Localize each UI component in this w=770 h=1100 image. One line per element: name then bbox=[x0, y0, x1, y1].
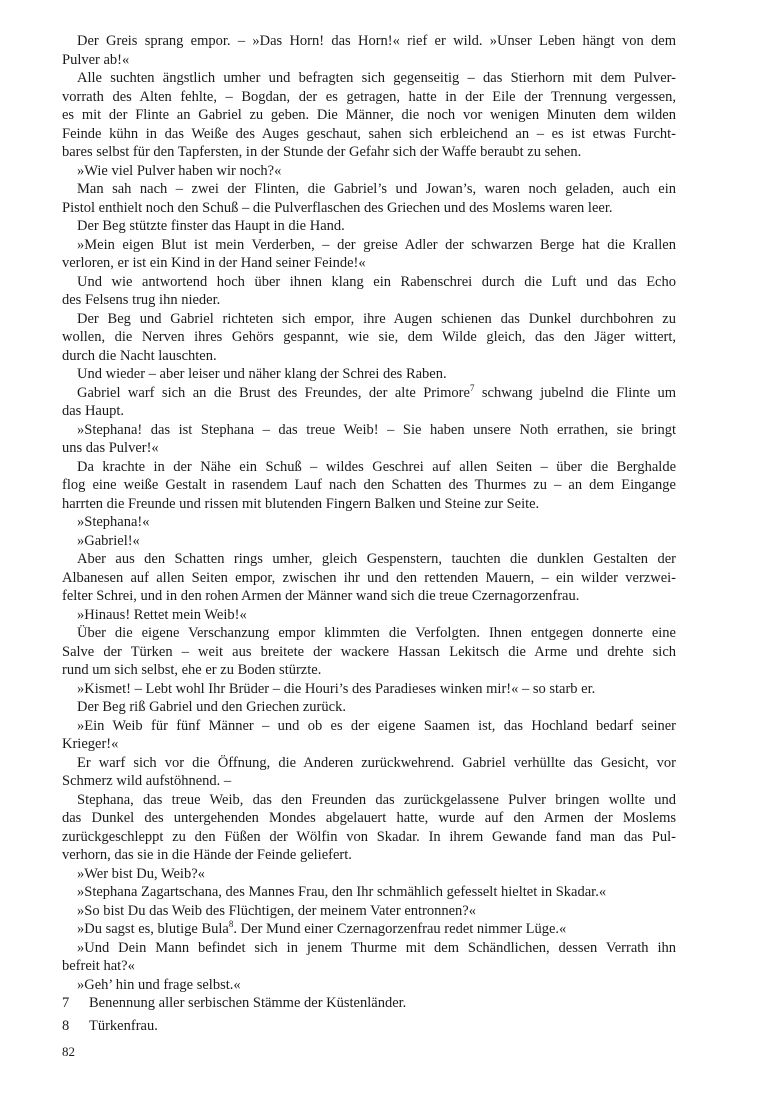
footnote-number: 8 bbox=[62, 1017, 70, 1034]
text-line: es mit der Flinte an Gabriel zu geben. Die Männer, die noch vor wenigen Minuten dem wilden bbox=[62, 107, 676, 123]
text-line: »Wie viel Pulver haben wir noch?« bbox=[77, 162, 282, 179]
text-line: »Kismet! – Lebt wohl Ihr Brüder – die Houri’s des Paradieses winken mir!« – so starb er. bbox=[77, 680, 596, 697]
footnote-marker: 7 bbox=[469, 382, 475, 393]
paragraph bbox=[62, 217, 676, 236]
text-line: Krieger!« bbox=[62, 736, 119, 752]
text-line: wollen, die Nerven ihres Gehörs gespannt, wie sie, dem Wilde gleich, das den Jäger wittert, bbox=[62, 329, 676, 345]
paragraph bbox=[62, 273, 676, 310]
text-line: Der Beg riß Gabriel und den Griechen zurück. bbox=[77, 699, 346, 715]
paragraph bbox=[62, 754, 676, 791]
text-line: Pistol enthielt noch den Schuß – die Pulverflaschen des Griechen und des Moslems waren leer. bbox=[62, 199, 613, 216]
paragraph bbox=[62, 680, 676, 699]
paragraph bbox=[62, 883, 676, 902]
text-line: verhorn, das sie in die Hände der Feinde geliefert. bbox=[62, 847, 352, 863]
text-line: das Haupt. bbox=[62, 403, 125, 419]
paragraph bbox=[62, 365, 676, 384]
text-line: Der Greis sprang empor. – »Das Horn! das Horn!« rief er wild. »Unser Leben hängt von dem bbox=[77, 33, 676, 49]
paragraph bbox=[62, 717, 676, 754]
text-line: das Dunkel des untergehenden Mondes abgelauert hatte, wurde auf den Armen der Moslems bbox=[62, 810, 676, 826]
text-line: Pulver ab!« bbox=[62, 51, 130, 68]
text-line: »Ein Weib für fünf Männer – und ob es der eigene Saamen ist, das Hochland bedarf seiner bbox=[77, 717, 676, 734]
footnote bbox=[62, 1017, 676, 1036]
footnote bbox=[62, 994, 676, 1013]
paragraph bbox=[62, 532, 676, 551]
text-line: flog eine weiße Gestalt in rasendem Lauf nach den Schatten des Thurmes zu – an dem Eingange bbox=[62, 477, 676, 493]
text-line: Man sah nach – zwei der Flinten, die Gabriel’s und Jowan’s, waren noch geladen, auch ein bbox=[77, 181, 676, 197]
text-line: »Du sagst es, blutige Bula$^8$. Der Mund einer Czernagorzenfrau redet nimmer Lüge.« bbox=[77, 919, 567, 937]
paragraph bbox=[62, 976, 676, 995]
text-line: Schmerz wild aufstöhnend. – bbox=[62, 773, 232, 789]
text-line: des Felsens trug ihn nieder. bbox=[62, 292, 221, 308]
text-line: »Gabriel!« bbox=[77, 532, 140, 549]
footnote-text: Türkenfrau. bbox=[89, 1017, 158, 1034]
text-line: verloren, er ist ein Kind in der Hand seiner Feinde!« bbox=[62, 255, 366, 271]
text-line: »Stephana! das ist Stephana – das treue Weib! – Sie haben unsere Noth errathen, sie bringt bbox=[77, 421, 676, 438]
text-line: »Stephana!« bbox=[77, 514, 150, 530]
text-line: Der Beg und Gabriel richteten sich empor, ihre Augen schienen das Dunkel durchbohren zu bbox=[77, 310, 676, 327]
text-line: »Wer bist Du, Weib?« bbox=[77, 865, 205, 882]
footnote-number: 7 bbox=[62, 995, 70, 1011]
text-line: »So bist Du das Weib des Flüchtigen, der meinem Vater entronnen?« bbox=[77, 902, 476, 919]
footnote-marker: 8 bbox=[228, 919, 234, 930]
text-line: Aber aus den Schatten rings umher, gleich Gespenstern, tauchten die dunklen Gestalten der bbox=[77, 551, 676, 567]
main-text bbox=[62, 32, 676, 994]
paragraph bbox=[62, 939, 676, 976]
paragraph bbox=[62, 791, 676, 865]
page-number: 82 bbox=[62, 1044, 75, 1059]
text-line: Er warf sich vor die Öffnung, die Anderen zurückwehrend. Gabriel verhüllte das Gesicht, vor bbox=[77, 754, 676, 771]
text-line: »Und Dein Mann befindet sich in jenem Thurme mit dem Schändlichen, dessen Verrath ihn bbox=[77, 939, 676, 956]
text-line: bares selbst für den Tapfersten, in der Stunde der Gefahr sich der Waffe beraubt zu sehen. bbox=[62, 144, 582, 160]
text-line: felter Schrei, und in den rohen Armen der Männer wand sich die treue Czernagorzenfrau. bbox=[62, 588, 580, 604]
text-line: Und wie antwortend hoch über ihnen klang ein Rabenschrei durch die Luft und das Echo bbox=[77, 273, 676, 290]
text-line: Feinde kühn in das Weiße des Auges geschaut, sahen sich erbleichend an – es ist etwas Furcht- bbox=[62, 125, 676, 142]
text-line: zurückgeschleppt zu den Füßen der Wölfin von Skadar. In ihrem Gewande fand man das Pul- bbox=[62, 828, 676, 845]
paragraph bbox=[62, 624, 676, 680]
footnotes bbox=[62, 994, 676, 1039]
text-line: harrten die Freunde und rissen mit blutenden Fingern Balken und Steine zur Seite. bbox=[62, 495, 540, 512]
paragraph bbox=[62, 310, 676, 366]
text-line: Gabriel warf sich an die Brust des Freundes, der alte Primore$^7$ schwang jubelnd die Flinte um bbox=[77, 382, 676, 401]
text-line: Der Beg stützte finster das Haupt in die Hand. bbox=[77, 218, 345, 234]
paragraph bbox=[62, 32, 676, 69]
paragraph bbox=[62, 606, 676, 625]
text-line: »Geh’ hin und frage selbst.« bbox=[77, 976, 241, 993]
paragraph bbox=[62, 236, 676, 273]
paragraph bbox=[62, 698, 676, 717]
text-line: durch die Nacht lauschten. bbox=[62, 347, 217, 364]
text-line: Über die eigene Verschanzung empor klimmten die Verfolgten. Ihnen entgegen donnerte eine bbox=[77, 625, 676, 641]
text-line: »Mein eigen Blut ist mein Verderben, – der greise Adler der schwarzen Berge hat die Krallen bbox=[77, 236, 676, 253]
text-line: vorrath des Alten fehlte, – Bogdan, der es getragen, hatte in der Eile der Trennung vergessen, bbox=[62, 88, 676, 105]
text-line: Alle suchten ängstlich umher und befragten sich gegenseitig – das Stierhorn mit dem Pulver- bbox=[77, 70, 676, 86]
text-line: »Stephana Zagartschana, des Mannes Frau, den Ihr schmählich gefesselt hieltet in Skadar.« bbox=[77, 884, 607, 900]
text-line: befreit hat?« bbox=[62, 958, 135, 974]
paragraph bbox=[62, 384, 676, 421]
text-line: Salve der Türken – weit aus breitete der wackere Hassan Lekitsch die Arme und drehte sich bbox=[62, 643, 676, 660]
paragraph bbox=[62, 421, 676, 458]
paragraph bbox=[62, 162, 676, 181]
paragraph bbox=[62, 69, 676, 162]
paragraph bbox=[62, 920, 676, 939]
paragraph bbox=[62, 513, 676, 532]
text-line: Da krachte in der Nähe ein Schuß – wildes Geschrei auf allen Seiten – über die Berghalde bbox=[77, 458, 676, 475]
paragraph bbox=[62, 458, 676, 514]
text-line: »Hinaus! Rettet mein Weib!« bbox=[77, 606, 247, 623]
text-line: rund um sich selbst, ehe er zu Boden stürzte. bbox=[62, 662, 322, 678]
text-line: Stephana, das treue Weib, das den Freunden das zurückgelassene Pulver bringen wollte und bbox=[77, 791, 676, 808]
text-line: uns das Pulver!« bbox=[62, 440, 159, 456]
paragraph bbox=[62, 550, 676, 606]
text-line: Albanesen auf allen Seiten empor, zwischen ihr und den rettenden Mauern, – ein wilder verzwei- bbox=[62, 569, 676, 586]
paragraph bbox=[62, 902, 676, 921]
footnote-text: Benennung aller serbischen Stämme der Küstenländer. bbox=[89, 995, 407, 1011]
paragraph bbox=[62, 865, 676, 884]
paragraph bbox=[62, 180, 676, 217]
text-line: Und wieder – aber leiser und näher klang der Schrei des Raben. bbox=[77, 366, 447, 382]
